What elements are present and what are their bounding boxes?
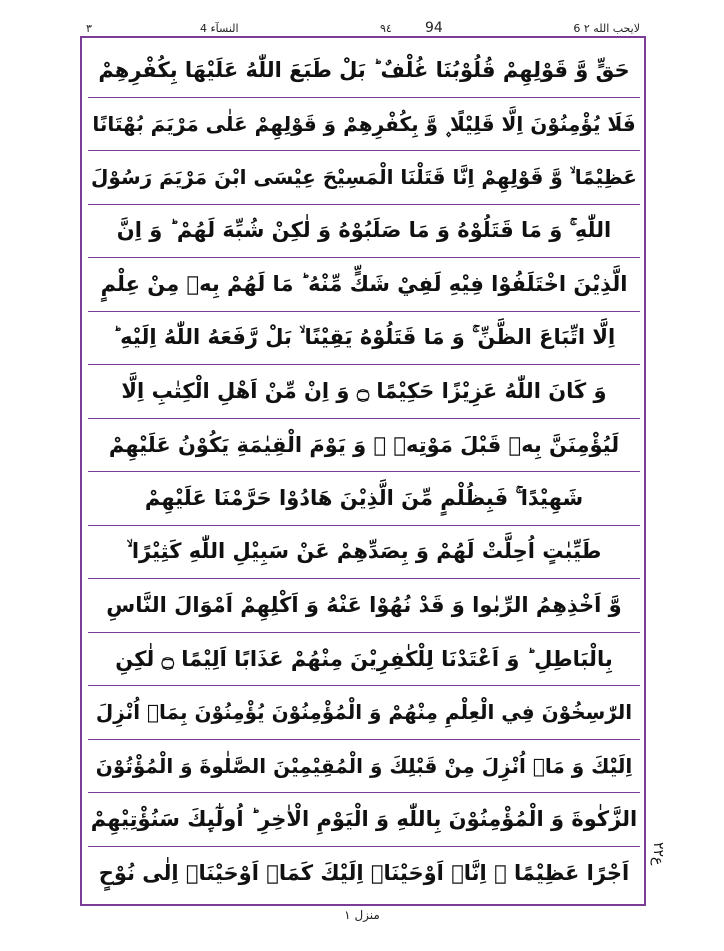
page-number: 94 [425, 20, 443, 36]
line-text: وَّ اَخْذِهِمُ الرِّبٰوا وَ قَدْ نُهُوْا عَنْهُ وَ اَكْلِهِمْ اَمْوَالَ النَّاسِ [106, 593, 622, 618]
text-line-7 [88, 365, 640, 419]
line-text: فَلَا يُؤْمِنُوْنَ اِلَّا قَلِيْلًا ۪ وَّ بِكُفْرِهِمْ وَ قَوْلِهِمْ عَلٰى مَرْيَمَ بُهْتَانًا [92, 111, 636, 136]
juz-label: 6 لايحب الله ٢ [573, 22, 640, 35]
line-text: اِلَيْكَ وَ مَاۤ اُنْزِلَ مِنْ قَبْلِكَ وَ الْمُقِيْمِيْنَ الصَّلٰوةَ وَ الْمُؤْتُوْنَ [95, 753, 633, 778]
line-text: حَقٍّ وَّ قَوْلِهِمْ قُلُوْبُنَا غُلْفٌ ؕ بَلْ طَبَعَ اللّٰهُ عَلَيْهَا بِكُفْرِهِمْ [98, 58, 630, 83]
text-line-9 [88, 472, 640, 526]
line-text: عَظِيْمًا ۙ وَّ قَوْلِهِمْ اِنَّا قَتَلْنَا الْمَسِيْحَ عِيْسَى ابْنَ مَرْيَمَ رَسُوْلَ [91, 165, 637, 190]
line-text: الَّذِيْنَ اخْتَلَفُوْا فِيْهِ لَفِيْ شَكٍّ مِّنْهُ ؕ مَا لَهُمْ بِهٖ مِنْ عِلْمٍ [100, 272, 628, 297]
line-text: وَ كَانَ اللّٰهُ عَزِيْزًا حَكِيْمًا ۝ وَ اِنْ مِّنْ اَهْلِ الْكِتٰبِ اِلَّا [121, 379, 607, 404]
line-text: اَجْرًا عَظِيْمًا ۠ اِنَّاۤ اَوْحَيْنَاۤ اِلَيْكَ كَمَاۤ اَوْحَيْنَاۤ اِلٰى نُوْحٍ [98, 861, 630, 886]
text-line-6 [88, 312, 640, 366]
text-line-12 [88, 633, 640, 687]
text-line-8 [88, 419, 640, 473]
header-mark: ٣ [86, 22, 92, 35]
line-text: طَيِّبٰتٍ اُحِلَّتْ لَهُمْ وَ بِصَدِّهِمْ عَنْ سَبِيْلِ اللّٰهِ كَثِيْرًا ۙ [126, 539, 602, 564]
ruku-margin-mark: ع٢٢ [650, 842, 666, 866]
page-number-arabic: ٩٤ [380, 22, 392, 35]
quran-text-block [88, 44, 640, 900]
line-text: الزَّكٰوةَ وَ الْمُؤْمِنُوْنَ بِاللّٰهِ وَ الْيَوْمِ الْاٰخِرِ ؕ اُولٰٓىِٕكَ سَنُؤْتِيْهِمْ [90, 807, 638, 832]
text-line-13 [88, 686, 640, 740]
text-line-2 [88, 98, 640, 152]
text-line-16 [88, 847, 640, 901]
text-line-10 [88, 526, 640, 580]
surah-label: 4 النسآء [200, 22, 239, 35]
line-text: الرّٰسِخُوْنَ فِي الْعِلْمِ مِنْهُمْ وَ الْمُؤْمِنُوْنَ يُؤْمِنُوْنَ بِمَاۤ اُنْزِلَ [95, 700, 633, 725]
text-line-1 [88, 44, 640, 98]
line-text: اللّٰهِ ۚ وَ مَا قَتَلُوْهُ وَ مَا صَلَبُوْهُ وَ لٰكِنْ شُبِّهَ لَهُمْ ؕ وَ اِنَّ [116, 218, 612, 243]
line-text: اِلَّا اتِّبَاعَ الظَّنِّ ۚ وَ مَا قَتَلُوْهُ يَقِيْنًا ۙ بَلْ رَّفَعَهُ اللّٰهُ اِلَيْهِ ؕ [112, 325, 616, 350]
text-line-15 [88, 793, 640, 847]
manzil-footer: منزل ١ [344, 908, 380, 922]
text-line-11 [88, 579, 640, 633]
text-line-4 [88, 205, 640, 259]
line-text: لَيُؤْمِنَنَّ بِهٖ قَبْلَ مَوْتِهٖ ۚ وَ يَوْمَ الْقِيٰمَةِ يَكُوْنُ عَلَيْهِمْ [108, 432, 620, 457]
line-text: شَهِيْدًا ۚ فَبِظُلْمٍ مِّنَ الَّذِيْنَ هَادُوْا حَرَّمْنَا عَلَيْهِمْ [144, 485, 584, 510]
text-line-14 [88, 740, 640, 794]
text-line-3 [88, 151, 640, 205]
line-text: بِالْبَاطِلِ ؕ وَ اَعْتَدْنَا لِلْكٰفِرِيْنَ مِنْهُمْ عَذَابًا اَلِيْمًا ۝ لٰكِنِ [115, 646, 613, 671]
text-line-5 [88, 258, 640, 312]
